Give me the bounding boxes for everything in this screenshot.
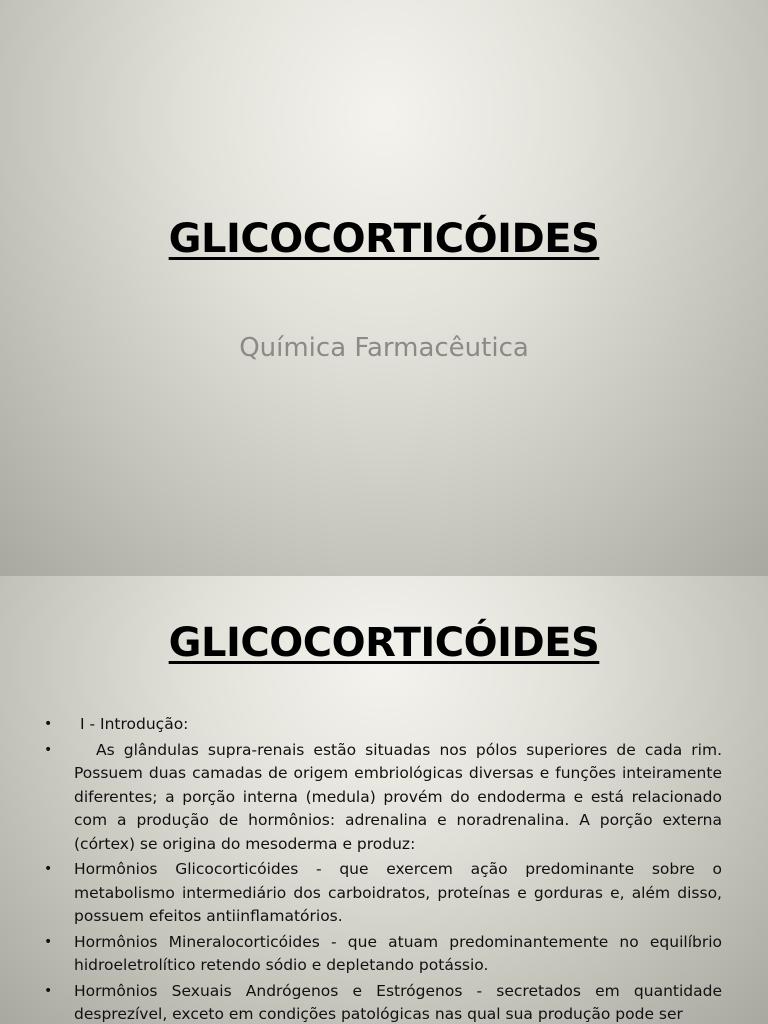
bullet-text: I - Introdução: [80,715,189,733]
bullet-text: Hormônios Glicocorticóides - que exercem ação predominante sobre o metabolismo intermediário dos carboidratos, proteínas e gorduras e, além disso, possuem efeitos antiinflamatórios. [74,860,722,925]
slide-title: GLICOCORTICÓIDES [168,216,600,262]
bullet-list [40,713,722,1024]
bullet-item [40,931,722,978]
bullet-item [40,739,722,857]
bullet-text: Hormônios Mineralocorticóides - que atuam predominantemente no equilíbrio hidroeletrolítico retendo sódio e depletando potássio. [74,932,722,974]
bullet-icon: • [44,861,53,877]
bullet-icon: • [44,982,53,999]
bullet-icon: • [44,716,53,732]
bullet-text: As glândulas supra-renais estão situadas nos pólos superiores de cada rim. Possuem duas camadas de origem embriológicas diversas e funções inteiramente diferentes; a porção interna (medula) provém do endoderma e está relacionado com a produção de hormônios: adrenalina e noradrenalina. A porção externa (córtex) se origina do mesoderma e produz: [74,740,722,853]
bullet-icon: • [44,933,53,950]
bullet-item [40,858,722,929]
bullet-text: Hormônios Sexuais Andrógenos e Estrógenos - secretados em quantidade desprezível, exceto em condições patológicas nas qual sua produção pode ser [74,981,722,1023]
slide-title: GLICOCORTICÓIDES [168,620,600,666]
bullet-item [40,713,722,737]
slide-subtitle: Química Farmacêutica [239,333,529,363]
bullet-item [40,980,722,1024]
content-slide [0,576,768,1024]
bullet-icon: • [44,741,53,758]
